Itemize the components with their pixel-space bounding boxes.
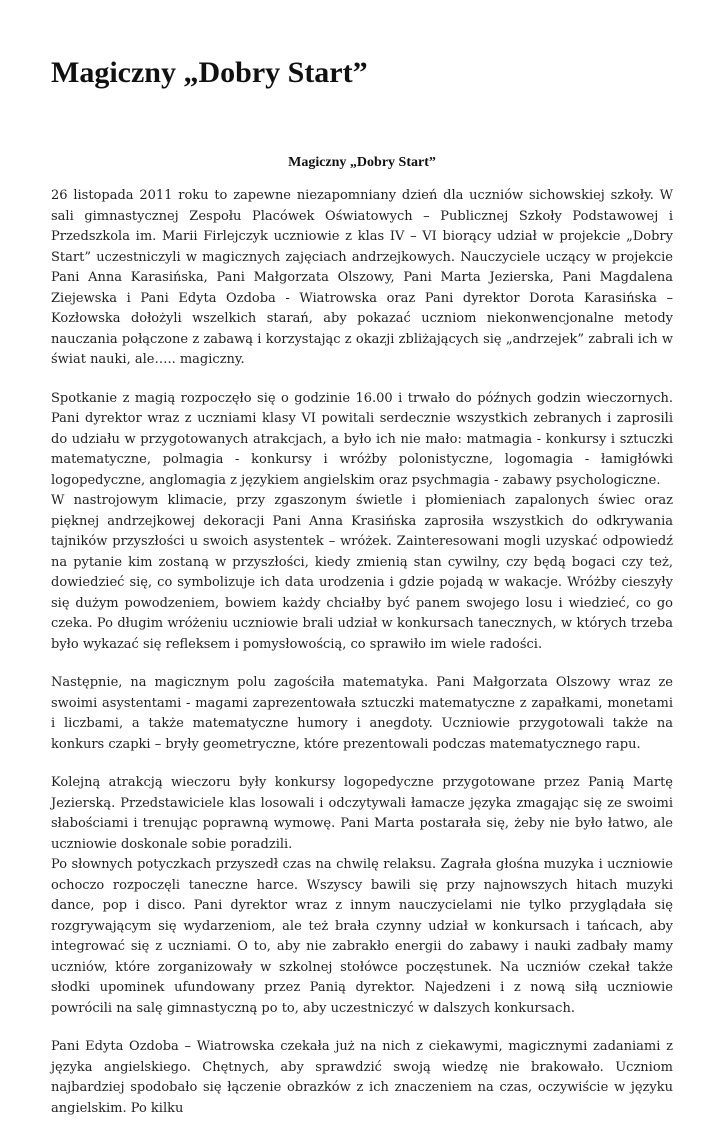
paragraph-english: Pani Edyta Ozdoba – Wiatrowska czekała już na nich z ciekawymi, magicznymi zadaniami z języka angielskiego. Chętnych, aby sprawdzić swoją wiedzę nie brakowało. Uczniom najbardziej spodobało się łączenie obrazków z ich znaczeniem na czas, oczywiście w języku angielskim. Po kilku [51,1039,673,1116]
page-title: Magiczny „Dobry Start” [51,56,368,89]
paragraph-relaxation: Po słownych potyczkach przyszedł czas na chwilę relaksu. Zagrała głośna muzyka i uczniowie ochoczo rozpoczęli taneczne harce. Wszyscy bawili się przy najnowszych hitach muzyki dance, pop i disco. Pani dyrektor wraz z innym nauczycielami nie tylko przyglądała się rozgrywającym się wydarzeniom, ale też brała czynny udział w konkursach i tańcach, aby integrować się z uczniami. O to, aby nie zabrakło energii do zabawy i nauki zadbały mamy uczniów, które zorganizowały w szkolnej stołówce poczęstunek. Na uczniów czekał także słodki upominek ufundowany przez Panią dyrektor. Najedzeni i z nową siłą uczniowie powrócili na salę gimnastyczną po to, aby uczestniczyć w dalszych konkursach. [51,857,673,1016]
paragraph-meeting-start: Spotkanie z magią rozpoczęło się o godzinie 16.00 i trwało do późnych godzin wieczornych. Pani dyrektor wraz z uczniami klasy VI powitali serdecznie wszystkich zebranych i zaprosili do udziału w przygotowanych atrakcjach, a było ich nie mało: matmagia - konkursy i sztuczki matematyczne, polmagia - konkursy i wróżby polonistyczne, logomagia - łamigłówki logopedyczne, anglomagia z językiem angielskim oraz psychmagia - zabawy psychologiczne. [51,390,673,488]
paragraph-mathematics: Następnie, na magicznym polu zagościła matematyka. Pani Małgorzata Olszowy wraz ze swoimi asystentami - magami zaprezentowała sztuczki matematyczne z zapałkami, monetami i liczbami, a także matematyczne humory i anegdoty. Uczniowie przygotowali także na konkurs czapki – bryły geometryczne, które prezentowali podczas matematycznego rapu. [51,675,673,752]
article-heading: Magiczny „Dobry Start” [288,155,436,170]
paragraph-speech-contests: Kolejną atrakcją wieczoru były konkursy logopedyczne przygotowane przez Panią Martę Jezierską. Przedstawiciele klas losowali i odczytywali łamacze języka zmagając się ze swoimi słabościami i trenując poprawną wymowę. Pani Marta postarała się, żeby nie było łatwo, ale uczniowie doskonale sobie poradzili. [51,775,673,852]
paragraph-fortune-telling: W nastrojowym klimacie, przy zgaszonym świetle i płomieniach zapalonych świec oraz pięknej andrzejkowej dekoracji Pani Anna Krasińska zaprosiła wszystkich do odkrywania tajników przyszłości u swoich asystentek – wróżek. Zainteresowani mogli uzyskać odpowiedź na pytanie kim zostaną w przyszłości, kiedy zmienią stan cywilny, czy będą bogaci czy też, dowiedzieć się, co symbolizuje ich data urodzenia i gdzie pojadą w wakacje. Wróżby cieszyły się dużym powodzeniem, bowiem każdy chciałby być panem swojego losu i wiedzieć, co go czeka. Po długim wróżeniu uczniowie brali udział w konkursach tanecznych, w których trzeba było wykazać się refleksem i pomysłowością, co sprawiło im wiele radości. [51,493,673,652]
article-body [51,153,673,1137]
paragraph-intro: 26 listopada 2011 roku to zapewne niezapomniany dzień dla uczniów sichowskiej szkoły. W sali gimnastycznej Zespołu Placówek Oświatowych – Publicznej Szkoły Podstawowej i Przedszkola im. Marii Firlejczyk uczniowie z klas IV – VI biorący udział w projekcie „Dobry Start” uczestniczyli w magicznych zajęciach andrzejkowych. Nauczyciele uczący w projekcie Pani Anna Karasińska, Pani Małgorzata Olszowy, Pani Marta Jezierska, Pani Magdalena Ziejewska i Pani Edyta Ozdoba - Wiatrowska oraz Pani dyrektor Dorota Karasińska – Kozłowska dołożyli wszelkich starań, aby pokazać uczniom niekonwencjonalne metody nauczania połączone z zabawą i korzystając z okazji zbliżających się „andrzejek” zabrali ich w świat nauki, ale….. magiczny. [51,188,673,367]
